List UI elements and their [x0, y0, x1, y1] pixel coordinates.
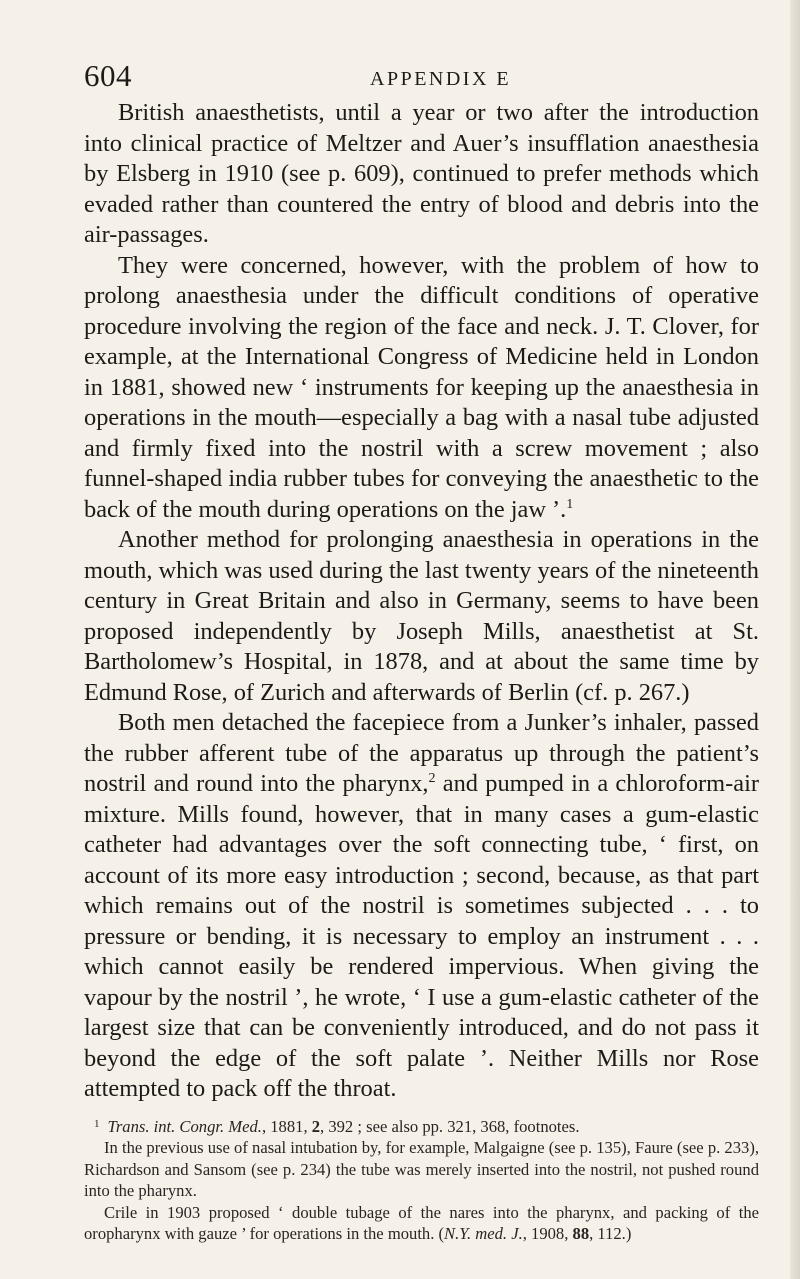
footnote-1-volume: 2: [311, 1116, 321, 1136]
paragraph-4-text-b: and pumped in a chloroform-air mixture. Mills found, however, that in many cases a gum-elastic catheter had advantages over the soft connecting tube, ‘ first, on account of its more easy introduction ; second, because, as that part which remains out of the nostril is sometimes subjected . . . to pressure or bending, it is necessary to employ an instrument . . . which cannot easily be rendered impervious. When giving the vapour by the nostril ’, he wrote, ‘ I use a gum-elastic catheter of the largest size that can be conveniently introduced, and do not pass it beyond the edge of the soft palate ’. Neither Mills nor Rose attempted to pack off the throat.: [84, 770, 759, 1102]
paragraph-1: British anaesthetists, until a year or two after the introduction into clinical practice of Meltzer and Auer’s insufflation anaesthesia by Elsberg in 1910 (see p. 609), continued to prefer methods which evaded rather than countered the entry of blood and debris into the air-passages.: [84, 99, 759, 248]
footnotes: [84, 1116, 759, 1246]
book-page: [84, 0, 759, 1245]
paragraph-2: [84, 251, 759, 526]
paragraph-2-text: They were concerned, however, with the problem of how to prolong anaesthesia under the difficult conditions of operative procedure involving the region of the face and neck. J. T. Clover, for example, at the International Congress of Medicine held in London in 1881, showed new ‘ instruments for keeping up the anaesthesia in operations in the mouth—especially a bag with a nasal tube adjusted and firmly fixed into the nostril with a screw movement ; also funnel-shaped india rubber tubes for conveying the anaesthetic to the back of the mouth during operations on the jaw ’.: [84, 251, 759, 523]
footnote-1-title: Trans. int. Congr. Med.: [107, 1116, 262, 1136]
running-head: APPENDIX E: [370, 68, 512, 90]
footnote-3: [84, 1202, 759, 1245]
footnote-1-mark: 1: [94, 1117, 100, 1130]
footnote-2: In the previous use of nasal intubation by, for example, Malgaigne (see p. 135), Faure (see p. 233), Richardson and Sansom (see p. 234) the tube was merely inserted into the nostril, not pushed round into the pharynx.: [84, 1138, 759, 1201]
footnote-1: [84, 1116, 759, 1138]
footnote-3-volume: 88: [572, 1224, 590, 1244]
footnote-1-year: , 1881,: [261, 1116, 312, 1136]
footnote-3-year: , 1908,: [522, 1224, 573, 1244]
footnote-1-rest: , 392 ; see also pp. 321, 368, footnotes.: [320, 1116, 580, 1136]
footnote-ref-1: 1: [566, 496, 574, 512]
footnote-3-end: , 112.): [589, 1224, 632, 1244]
body-text: [84, 98, 759, 1105]
page-edge-shadow: [790, 0, 800, 1279]
paragraph-4: [84, 708, 759, 1105]
footnote-ref-2: 2: [428, 771, 436, 786]
paragraph-3: Another method for prolonging anaesthesia in operations in the mouth, which was used during the last twenty years of the nineteenth century in Great Britain and also in Germany, seems to have been proposed independently by Joseph Mills, anaesthetist at St. Bartholomew’s Hospital, in 1878, and at about the same time by Edmund Rose, of Zurich and afterwards of Berlin (cf. p. 267.): [84, 526, 759, 706]
footnote-3-text: Crile in 1903 proposed ‘ double tubage of the nares into the pharynx, and packing of the oropharynx with gauze ’ for operations in the mouth. (: [84, 1202, 759, 1244]
page-number: 604: [84, 58, 132, 93]
paragraph-4-text-a: Both men detached the facepiece from a Junker’s inhaler, passed the rubber afferent tube of the apparatus up through the patient’s nostril and round into the pharynx,: [84, 709, 759, 797]
footnote-3-journal: N.Y. med. J.: [444, 1224, 523, 1244]
page-header: [84, 0, 759, 98]
